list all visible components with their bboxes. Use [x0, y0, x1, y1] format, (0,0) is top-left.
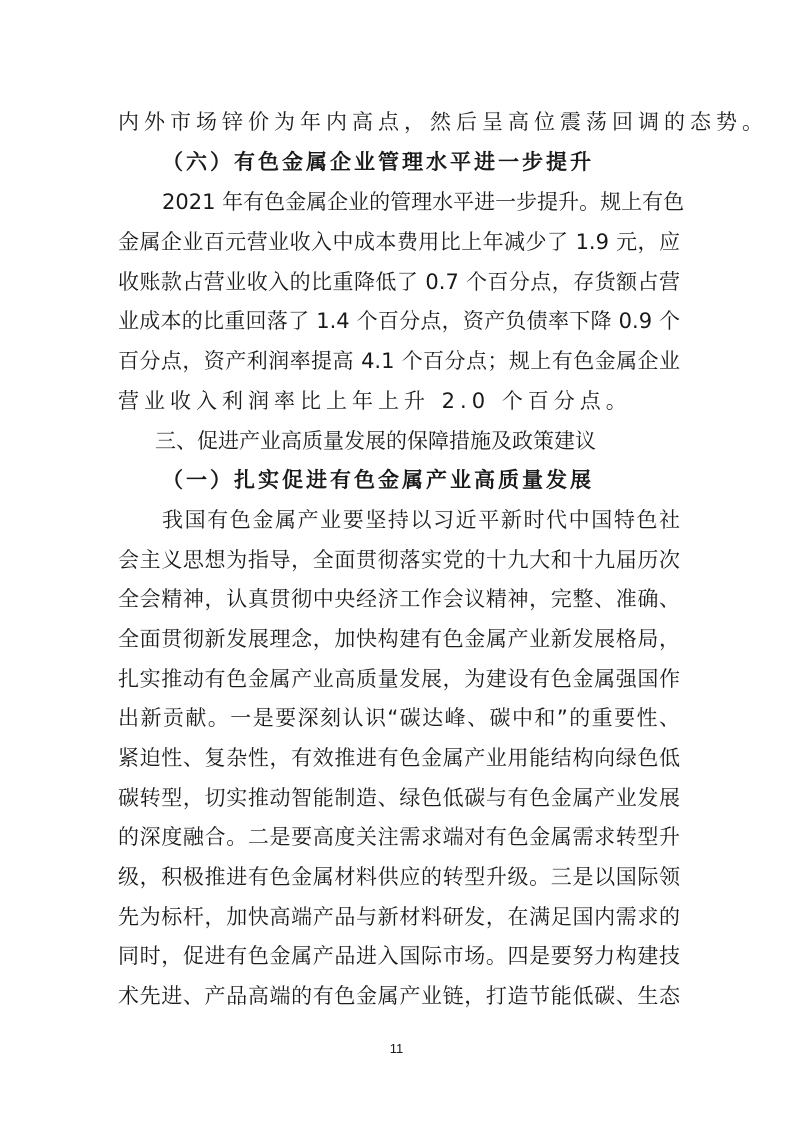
body-text-line: 会主义思想为指导，全面贯彻落实党的十九大和十九届历次	[118, 548, 680, 572]
body-text-line: 扎实推动有色金属产业高质量发展，为建设有色金属强国作	[118, 667, 680, 691]
body-text-line: 业成本的比重回落了 1.4 个百分点，资产负债率下降 0.9 个	[118, 309, 680, 333]
body-text-line: 出新贡献。一是要深刻认识“碳达峰、碳中和”的重要性、	[118, 706, 680, 730]
subsection-heading-6: （六）有色金属企业管理水平进一步提升	[162, 150, 594, 174]
body-text-line: 术先进、产品高端的有色金属产业链，打造节能低碳、生态	[118, 984, 680, 1008]
body-text-line: 金属企业百元营业收入中成本费用比上年减少了 1.9 元，应	[118, 230, 680, 254]
body-text-line: 收账款占营业收入的比重降低了 0.7 个百分点，存货额占营	[118, 270, 680, 294]
body-text-line: 同时，促进有色金属产品进入国际市场。四是要努力构建技	[118, 944, 680, 968]
subsection-heading-1: （一）扎实促进有色金属产业高质量发展	[162, 468, 594, 492]
section-heading-3: 三、促进产业高质量发展的保障措施及政策建议	[155, 429, 596, 453]
body-text-line: 百分点，资产利润率提高 4.1 个百分点；规上有色金属企业	[118, 349, 680, 373]
paragraph-first-line: 2021 年有色金属企业的管理水平进一步提升。规上有色	[162, 190, 685, 214]
body-text-line: 全面贯彻新发展理念，加快构建有色金属产业新发展格局，	[118, 627, 680, 651]
body-text-line: 的深度融合。二是要高度关注需求端对有色金属需求转型升	[118, 825, 680, 849]
page-number: 11	[389, 1041, 404, 1056]
body-text-line: 级，积极推进有色金属材料供应的转型升级。三是以国际领	[118, 865, 680, 889]
body-text-line: 全会精神，认真贯彻中央经济工作会议精神，完整、准确、	[118, 587, 680, 611]
body-text-line: 先为标杆，加快高端产品与新材料研发，在满足国内需求的	[118, 905, 680, 929]
paragraph-first-line: 我国有色金属产业要坚持以习近平新时代中国特色社	[162, 508, 680, 532]
body-text-line: 营业收入利润率比上年上升 2.0 个百分点。	[118, 389, 632, 413]
body-text-line: 内外市场锌价为年内高点，然后呈高位震荡回调的态势。	[118, 110, 768, 134]
body-text-line: 碳转型，切实推动智能制造、绿色低碳与有色金属产业发展	[118, 786, 680, 810]
body-text-line: 紧迫性、复杂性，有效推进有色金属产业用能结构向绿色低	[118, 746, 680, 770]
